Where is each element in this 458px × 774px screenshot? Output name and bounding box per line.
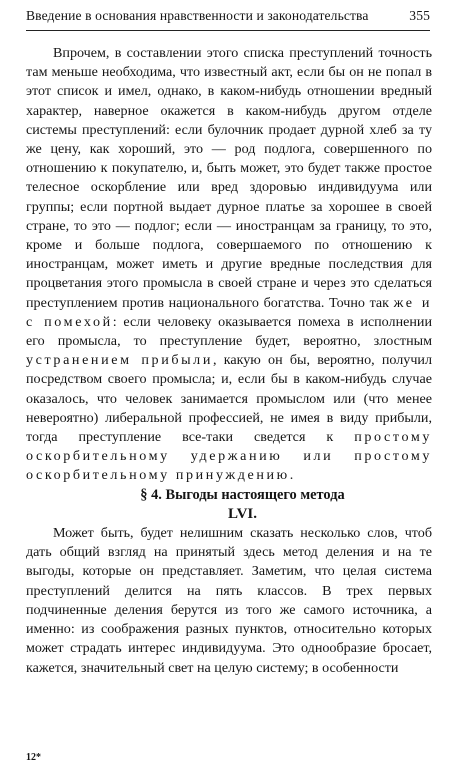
- running-head-title: Введение в основания нравственности и законодательства: [26, 8, 369, 23]
- page-number: 355: [409, 8, 430, 23]
- paragraph-text: .: [289, 467, 294, 484]
- chapter-number: LVI.: [227, 505, 258, 522]
- spaced-emphasis: же и с помехой: [26, 294, 432, 330]
- body-text: [26, 44, 432, 678]
- running-head: [26, 8, 430, 31]
- paragraph: [26, 44, 432, 486]
- spaced-emphasis: простому оскорбительному удержанию или простому оскорбительному принуждению: [26, 429, 432, 484]
- paragraph: Может быть, будет нелишним сказать несколько слов, чтоб дать общий взгляд на принятый здесь метод деления и на те выгоды, которые он представляет. Заметим, что целая система преступлений делится на пять классов. В трех первых подчиненные деления берутся из того же самого источника, а именно: из соображения разных пунктов, относительно которых может страдать интерес индивидуума. Это однообразие бросает, кажется, значительный свет на целую систему; в особенности: [26, 525, 432, 676]
- paragraph-text: Впрочем, в составлении этого списка преступлений точность там меньше необходима, что известный акт, если бы он не попал в этот список и имел, однако, в каком-нибудь отношении вредный характер, наверное окажется в каком-нибудь другом отделе системы преступлений: если булочник продает дурной хлеб за ту же цену, как хороший, это — род подлога, совершенного по отношению к покупателю, и, быть может, это будет также простое телесное оскорбление или вред здоровью индивидуума или группы; если портной выдает дурное платье за хорошее в своей стране, то это — подлог; если — иностранцам за границу, то это, кроме и больше подлога, совершаемого по отношению к иностранцам, может иметь и другие вредные последствия для процветания этого промысла в своей стране и через это сделаться преступлением против национального богатства. Точно так: [26, 45, 432, 311]
- section-heading: § 4. Выгоды настоящего метода: [140, 486, 345, 503]
- spaced-emphasis: устранением прибыли: [26, 352, 213, 369]
- paragraph-text: : если человеку оказывается помеха в исполнении его промысла, то преступление будет, вероятно, злостным: [26, 313, 432, 350]
- paragraph-text: , какую он бы, вероятно, получил посредством своего промысла; и, если бы в каком-нибудь случае оказалось, что человек занимается промыслом или (что менее невероятно) либеральной профессией, не имея в виду прибыли, тогда преступление все-таки сведется к: [26, 352, 433, 446]
- signature-mark: 12*: [26, 752, 41, 763]
